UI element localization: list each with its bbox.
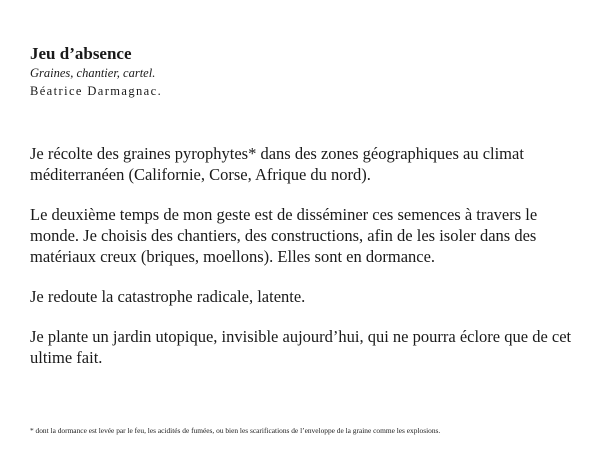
body-text — [30, 143, 575, 387]
document-author: Béatrice Darmagnac. — [30, 84, 163, 98]
paragraph-4: Je plante un jardin utopique, invisible aujourd’hui, qui ne pourra éclore que de cet ultime fait. — [30, 327, 572, 367]
footnote: * dont la dormance est levée par le feu, les acidités de fumées, ou bien les scarifications de l’enveloppe de la graine comme les explosions. — [30, 426, 441, 435]
document-page — [30, 0, 575, 454]
paragraph-1: Je récolte des graines pyrophytes* dans des zones géographiques au climat méditerranéen (Californie, Corse, Afrique du nord). — [30, 144, 524, 184]
document-subtitle: Graines, chantier, cartel. — [30, 66, 156, 80]
paragraph-2: Le deuxième temps de mon geste est de disséminer ces semences à travers le monde. Je choisis des chantiers, des constructions, afin de les isoler dans des matériaux creux (briques, moellons). Elles sont en dormance. — [30, 205, 538, 266]
document-title: Jeu d’absence — [30, 44, 132, 63]
paragraph-3: Je redoute la catastrophe radicale, latente. — [30, 287, 306, 306]
